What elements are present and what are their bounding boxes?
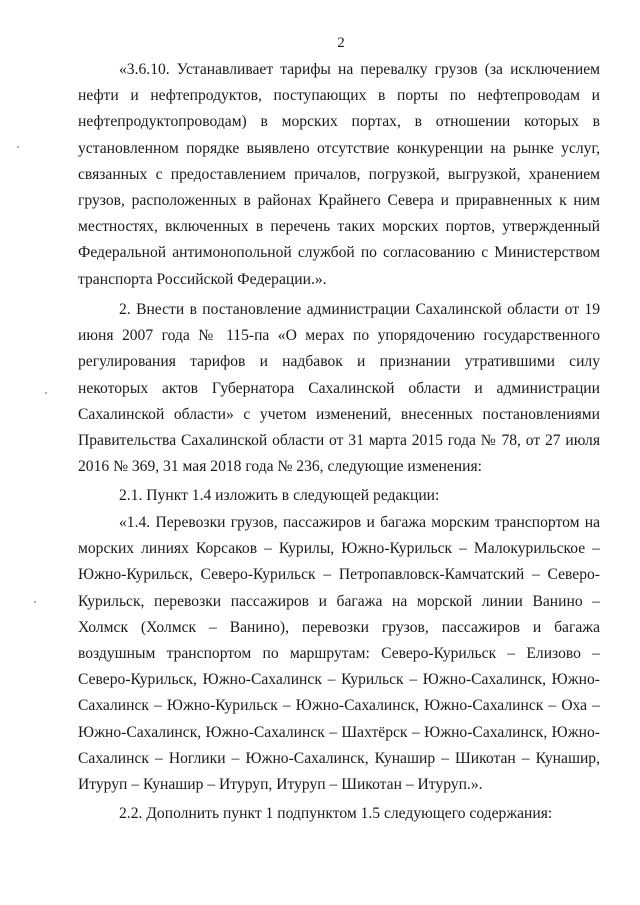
text-line: Сахалинск – Ноглики – Южно-Сахалинск, Кунашир – Шикотан – Кунашир, bbox=[78, 749, 600, 767]
text-line: транспорта Российской Федерации.». bbox=[78, 270, 327, 288]
paragraph-2-2 bbox=[78, 801, 600, 827]
text-line: июня 2007 года № 115-па «О мерах по упорядочению государственного bbox=[78, 327, 600, 345]
text-line: 2.1. Пункт 1.4 изложить в следующей редакции: bbox=[119, 487, 440, 504]
text-line: 2.2. Дополнить пункт 1 подпунктом 1.5 следующего содержания: bbox=[119, 805, 553, 822]
text-line: нефти и нефтепродуктов, поступающих в порты по нефтепроводам и bbox=[78, 87, 600, 105]
scan-speck bbox=[45, 392, 47, 394]
text-line: грузов, расположенных в районах Крайнего Севера и приравненных к ним bbox=[78, 191, 600, 209]
text-line: регулирования тарифов и надбавок и признании утратившими силу bbox=[78, 353, 600, 371]
text-line: установленном порядке выявлено отсутствие конкуренции на рынке услуг, bbox=[78, 139, 600, 157]
text-line: «3.6.10. Устанавливает тарифы на перевалку грузов (за исключением bbox=[119, 61, 600, 78]
paragraph-2-1 bbox=[78, 483, 600, 509]
scan-speck bbox=[17, 146, 19, 148]
text-line: нефтепродуктопроводам) в морских портах, в отношении которых в bbox=[78, 113, 600, 131]
paragraph-1-4 bbox=[78, 510, 600, 798]
text-line: Северо-Курильск, Южно-Сахалинск – Курильск – Южно-Сахалинск, Южно- bbox=[78, 671, 600, 689]
text-line: связанных с предоставлением причалов, погрузкой, выгрузкой, хранением bbox=[78, 165, 600, 183]
paragraph-3-6-10 bbox=[78, 57, 600, 293]
scan-speck bbox=[34, 601, 36, 603]
text-line: Сахалинской области» с учетом изменений, внесенных постановлениями bbox=[78, 405, 600, 423]
text-line: Итуруп – Кунашир – Итуруп, Итуруп – Шикотан – Итуруп.». bbox=[78, 775, 483, 793]
text-line: Холмск (Холмск – Ванино), перевозки грузов, пассажиров и багажа bbox=[78, 618, 600, 636]
text-line: местностях, включенных в перечень таких морских портов, утвержденный bbox=[78, 218, 600, 236]
text-line: Правительства Сахалинской области от 31 марта 2015 года № 78, от 27 июля bbox=[78, 431, 600, 449]
text-line: Федеральной антимонопольной службой по согласованию с Министерством bbox=[78, 244, 600, 262]
text-line: воздушным транспортом по маршрутам: Северо-Курильск – Елизово – bbox=[78, 644, 600, 662]
text-line: 2. Внести в постановление администрации Сахалинской области от 19 bbox=[119, 301, 600, 318]
text-line: Южно-Курильск, Северо-Курильск – Петропавловск-Камчатский – Северо- bbox=[78, 566, 600, 584]
paragraph-2 bbox=[78, 297, 600, 480]
text-line: Южно-Сахалинск, Южно-Сахалинск – Шахтёрск – Южно-Сахалинск, Южно- bbox=[78, 723, 600, 741]
page-number: 2 bbox=[337, 35, 345, 51]
text-line: 2016 № 369, 31 мая 2018 года № 236, следующие изменения: bbox=[78, 458, 482, 476]
text-line: некоторых актов Губернатора Сахалинской области и администрации bbox=[78, 379, 600, 397]
text-line: «1.4. Перевозки грузов, пассажиров и багажа морским транспортом на bbox=[119, 514, 600, 531]
text-line: Курильск, перевозки пассажиров и багажа на морской линии Ванино – bbox=[78, 592, 600, 610]
text-line: Сахалинск – Южно-Курильск – Южно-Сахалинск, Южно-Сахалинск – Оха – bbox=[78, 697, 600, 715]
text-line: морских линиях Корсаков – Курилы, Южно-Курильск – Малокурильское – bbox=[78, 540, 600, 558]
